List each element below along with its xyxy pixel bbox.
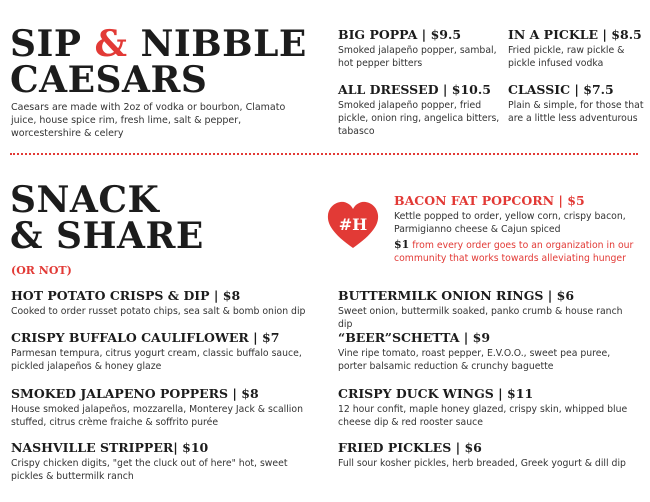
caesar-item-desc: Plain & simple, for those that are a little less adventurous bbox=[508, 100, 644, 124]
caesar-item bbox=[338, 82, 503, 138]
donation-text: from every order goes to an organization in our community that works towards alleviating hunger bbox=[394, 240, 634, 264]
caesar-item-desc: Fried pickle, raw pickle & pickle infused vodka bbox=[508, 45, 625, 69]
caesars-title-sip: SIP bbox=[10, 23, 95, 65]
feature-item bbox=[394, 193, 634, 265]
menu-item bbox=[11, 330, 321, 373]
menu-item bbox=[11, 288, 321, 318]
caesars-title-line1 bbox=[10, 23, 310, 65]
menu-item bbox=[338, 440, 638, 470]
menu-item-desc: House smoked jalapeños, mozzarella, Monterey Jack & scallion stuffed, citrus crème fraiche & soffrito purée bbox=[11, 404, 303, 428]
menu-item-title: NASHVILLE STRIPPER| $10 bbox=[11, 440, 209, 455]
caesar-item-desc: Smoked jalapeño popper, fried pickle, onion ring, angelica bitters, tabasco bbox=[338, 100, 500, 137]
caesars-title-line2: CAESARS bbox=[10, 59, 208, 101]
menu-item-desc: Cooked to order russet potato chips, sea salt & bomb onion dip bbox=[11, 306, 306, 317]
menu-item-title: CRISPY BUFFALO CAULIFLOWER | $7 bbox=[11, 330, 280, 345]
snack-title bbox=[10, 179, 310, 257]
caesar-item bbox=[508, 27, 646, 70]
menu-item-title: FRIED PICKLES | $6 bbox=[338, 440, 482, 455]
caesar-item-title: IN A PICKLE | $8.5 bbox=[508, 27, 642, 42]
menu-item bbox=[338, 386, 638, 429]
caesar-item-title: BIG POPPA | $9.5 bbox=[338, 27, 462, 42]
menu-item-title: BUTTERMILK ONION RINGS | $6 bbox=[338, 288, 575, 303]
donation-amount: $1 bbox=[394, 238, 410, 251]
menu-item bbox=[338, 288, 638, 331]
heart-logo-text: #H bbox=[338, 215, 368, 234]
menu-item bbox=[11, 440, 321, 483]
caesars-title bbox=[10, 23, 310, 101]
menu-item-desc: Sweet onion, buttermilk soaked, panko crumb & house ranch dip bbox=[338, 306, 623, 330]
menu-item-desc: Vine ripe tomato, roast pepper, E.V.O.O., sweet pea puree, porter balsamic reduction & crunchy baguette bbox=[338, 348, 611, 372]
caesar-item-title: ALL DRESSED | $10.5 bbox=[338, 82, 491, 97]
donation-note bbox=[394, 238, 634, 265]
heart-icon bbox=[325, 198, 381, 254]
caesars-title-nibble: NIBBLE bbox=[127, 23, 307, 65]
menu-item-desc: Crispy chicken digits, "get the cluck out of here" hot, sweet pickles & buttermilk ranch bbox=[11, 458, 288, 482]
caesars-title-ampersand: & bbox=[94, 23, 128, 65]
feature-title: BACON FAT POPCORN | $5 bbox=[394, 193, 585, 208]
caesars-intro: Caesars are made with 2oz of vodka or bourbon, Clamato juice, house spice rim, fresh lime, salt & pepper, worcestershire & celery bbox=[11, 102, 286, 139]
snack-subtitle: (OR NOT) bbox=[11, 264, 72, 277]
menu-item-title: HOT POTATO CRISPS & DIP | $8 bbox=[11, 288, 241, 303]
caesar-item bbox=[338, 27, 498, 70]
menu-item-desc: 12 hour confit, maple honey glazed, crispy skin, whipped blue cheese dip & red rooster sauce bbox=[338, 404, 628, 428]
menu-item-title: CRISPY DUCK WINGS | $11 bbox=[338, 386, 534, 401]
section-divider bbox=[10, 153, 638, 155]
caesar-item-desc: Smoked jalapeño popper, sambal, hot pepper bitters bbox=[338, 45, 497, 69]
snack-title-line2: & SHARE bbox=[10, 215, 204, 257]
menu-item-title: “BEER”SCHETTA | $9 bbox=[338, 330, 491, 345]
snack-title-line1: SNACK bbox=[10, 179, 160, 221]
menu-item bbox=[338, 330, 638, 373]
menu-item bbox=[11, 386, 321, 429]
heart-logo bbox=[325, 198, 381, 258]
caesar-item bbox=[508, 82, 646, 125]
menu-item-desc: Full sour kosher pickles, herb breaded, Greek yogurt & dill dip bbox=[338, 458, 626, 469]
menu-item-desc: Parmesan tempura, citrus yogurt cream, classic buffalo sauce, pickled jalapeños & honey glaze bbox=[11, 348, 302, 372]
menu-item-title: SMOKED JALAPENO POPPERS | $8 bbox=[11, 386, 259, 401]
feature-desc: Kettle popped to order, yellow corn, crispy bacon, Parmigianno cheese & Cajun spiced bbox=[394, 211, 626, 235]
caesar-item-title: CLASSIC | $7.5 bbox=[508, 82, 614, 97]
